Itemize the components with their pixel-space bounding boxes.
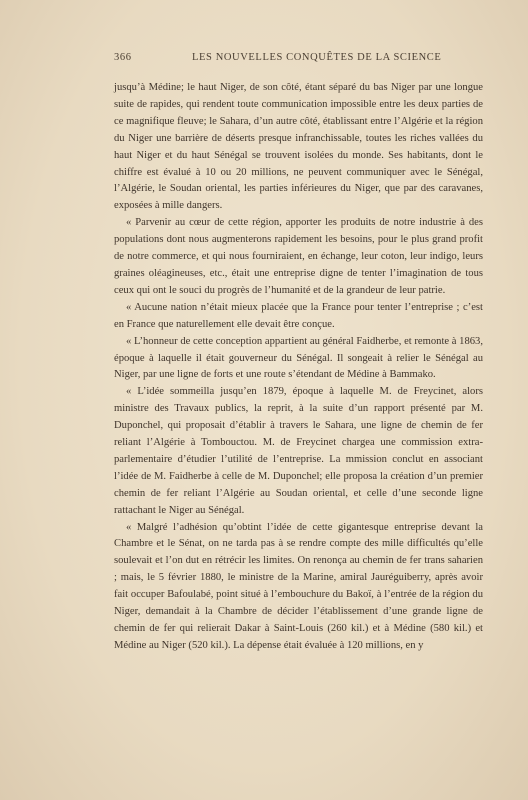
paragraph-3: « Aucune nation n’était mieux placée que la France pour tenter l’entreprise ; c’est en France que naturellement elle devait être conçue. — [114, 301, 483, 330]
paragraph-4: « L’honneur de cette conception appartient au général Faidherbe, et remonte à 1863, époque à laquelle il était gouverneur du Sénégal. Il songeait à relier le Sénégal au Niger, par une ligne de forts et une route s’étendant de Médine à Bammako. — [114, 335, 483, 381]
paragraph-1: jusqu’à Médine; le haut Niger, de son côté, étant séparé du bas Niger par une longue suite de rapides, qui rendent toute communication impossible entre les deux parties de ce magnifique fleuve; le Sahara, d’un autre côté, établissant entre l’Algérie et la région du Niger une barrière de déserts presque infranchissable, toutes les riches vallées du haut Niger et du haut Sénégal se trouvent isolées du monde. Ses habitants, dont le chiffre est évalué à 10 ou 20 millions, ne peuvent communiquer avec le Sénégal, l’Algérie, le Soudan oriental, les parties inférieures du Niger, que par des caravanes, exposées à mille dangers. — [114, 82, 483, 212]
paragraph-6: « Malgré l’adhésion qu’obtint l’idée de cette gigantesque entreprise devant la Chambre et le Sénat, on ne tarda pas à se rendre compte des mille difficultés qu’elle soulevait et l’on dut en rétrécir les limites. On renonça au chemin de fer trans saharien ; mais, le 5 février 1880, le ministre de la Marine, amiral Jauréguiberry, après avoir fait occuper Bafoulabé, point situé à l’embouchure du Bakoï, à l’entrée de la région du Niger, demandait à la Chambre de décider l’établissement d’une grande ligne de chemin de fer qui relierait Dakar à Saint-Louis (260 kil.) et à Médine (580 kil.) et Médine au Niger (520 kil.). La dépense était évaluée à 120 millions, en y — [114, 521, 483, 651]
paragraph-2: « Parvenir au cœur de cette région, apporter les produits de notre industrie à des populations dont nous augmenterons rapidement les besoins, pour le plus grand profit de notre commerce, et qui nous fourniraient, en échange, leur coton, leur indigo, leurs graines oléagineuses, etc., était une entreprise digne de tenter l’imagination de tous ceux qui ont le souci du progrès de l’humanité et de la grandeur de leur patrie. — [114, 217, 483, 296]
running-title: LES NOUVELLES CONQUÊTES DE LA SCIENCE — [192, 52, 442, 63]
body-text — [114, 80, 483, 655]
page-header — [114, 52, 482, 66]
page-number: 366 — [114, 52, 132, 63]
paragraph-5: « L’idée sommeilla jusqu’en 1879, époque à laquelle M. de Freycinet, alors ministre des Travaux publics, la reprit, à la suite d’un rapport présenté par M. Duponchel, qui proposait d’établir à travers le Sahara, une ligne de chemin de fer reliant l’Algérie à Tombouctou. M. de Freycinet chargea une commission extra-parlementaire d’étudier l’utilité de l’entreprise. La mmission conclut en associant l’idée de M. Faidherbe à celle de M. Duponchel; elle proposa la création d’un premier chemin de fer reliant l’Algérie au Soudan oriental, et celle d’une seconde ligne rattachant le Niger au Sénégal. — [114, 386, 483, 516]
